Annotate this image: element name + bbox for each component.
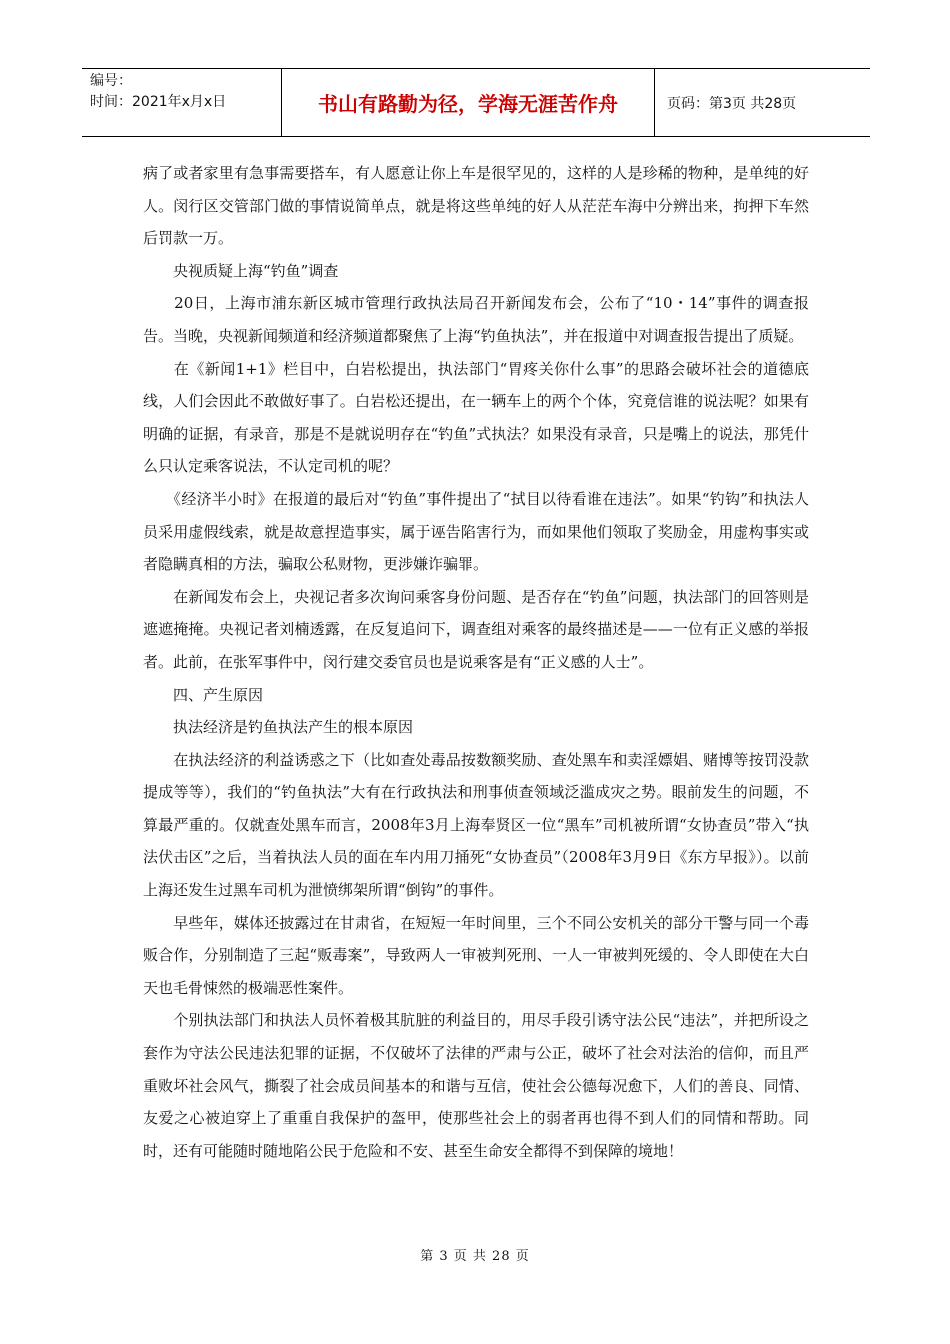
paragraph: 在《新闻1+1》栏目中，白岩松提出，执法部门“胃疼关你什么事”的思路会破坏社会的道德底线，人们会因此不敢做好事了。白岩松还提出，在一辆车上的两个个体，究竟信谁的说法呢？如果有明确的证据，有录音，那是不是就说明存在“钓鱼”式执法？如果没有录音，只是嘴上的说法，那凭什么只认定乘客说法，不认定司机的呢？ — [143, 359, 809, 476]
paragraph: 早些年，媒体还披露过在甘肃省，在短短一年时间里，三个不同公安机关的部分干警与同一个毒贩合作，分别制造了三起“贩毒案”，导致两人一审被判死刑、一人一审被判死缓的、令人即使在大白天也毛骨悚然的极端恶性案件。 — [143, 913, 809, 997]
header-meta — [82, 69, 282, 136]
paragraph: 在新闻发布会上，央视记者多次询问乘客身份问题、是否存在“钓鱼”问题，执法部门的回答则是遮遮掩掩。央视记者刘楠透露，在反复追问下，调查组对乘客的最终描述是——一位有正义感的举报者。此前，在张军事件中，闵行建交委官员也是说乘客是有“正义感的人士”。 — [143, 587, 809, 671]
time-label: 时间：2021年x月x日 — [90, 94, 227, 110]
page-footer: 第 3 页 共 28 页 — [420, 1249, 530, 1264]
paragraph: 个别执法部门和执法人员怀着极其肮脏的利益目的，用尽手段引诱守法公民“违法”，并把所设之套作为守法公民违法犯罪的证据，不仅破坏了法律的严肃与公正，破坏了社会对法治的信仰，而且严重败坏社会风气，撕裂了社会成员间基本的和谐与互信，使社会公德每况愈下，人们的善良、同情、友爱之心被迫穿上了重重自我保护的盔甲，使那些社会上的弱者再也得不到人们的同情和帮助。同时，还有可能随时随地陷公民于危险和不安、甚至生命安全都得不到保障的境地！ — [143, 1011, 809, 1160]
paragraph: 病了或者家里有急事需要搭车，有人愿意让你上车是很罕见的，这样的人是珍稀的物种，是单纯的好人。闵行区交管部门做的事情说简单点，就是将这些单纯的好人从茫茫车海中分辨出来，拘押下车然后罚款一万。 — [143, 164, 809, 248]
document-body — [143, 157, 809, 1167]
header-motto: 书山有路勤为径，学海无涯苦作舟 — [282, 69, 655, 136]
header-page-info: 页码：第3页 共28页 — [667, 95, 797, 112]
paragraph: 在执法经济的利益诱惑之下（比如查处毒品按数额奖励、查处黑车和卖淫嫖娼、赌博等按罚没款提成等等），我们的“钓鱼执法”大有在行政执法和刑事侦查领域泛滥成灾之势。眼前发生的问题，不算最严重的。仅就查处黑车而言，2008年3月上海奉贤区一位“黑车”司机被所谓“女协查员”带入“执法伏击区”之后，当着执法人员的面在车内用刀捅死“女协查员”（2008年3月9日《东方早报》）。以前上海还发生过黑车司机为泄愤绑架所谓“倒钩”的事件。 — [143, 750, 809, 900]
paragraph: 20日，上海市浦东新区城市管理行政执法局召开新闻发布会，公布了“10・14”事件的调查报告。当晚，央视新闻频道和经济频道都聚焦了上海“钓鱼执法”，并在报道中对调查报告提出了质疑。 — [143, 294, 809, 345]
page-header — [82, 68, 870, 137]
section-heading: 四、产生原因 — [143, 685, 264, 704]
section-heading: 执法经济是钓鱼执法产生的根本原因 — [143, 718, 414, 737]
section-heading: 央视质疑上海“钓鱼”调查 — [143, 261, 339, 280]
number-label: 编号： — [90, 73, 132, 89]
paragraph: 《经济半小时》在报道的最后对“钓鱼”事件提出了“拭目以待看谁在违法”。如果“钓钩”和执法人员采用虚假线索，就是故意捏造事实，属于诬告陷害行为，而如果他们领取了奖励金，用虚构事实或者隐瞒真相的方法，骗取公私财物，更涉嫌诈骗罪。 — [143, 489, 809, 574]
